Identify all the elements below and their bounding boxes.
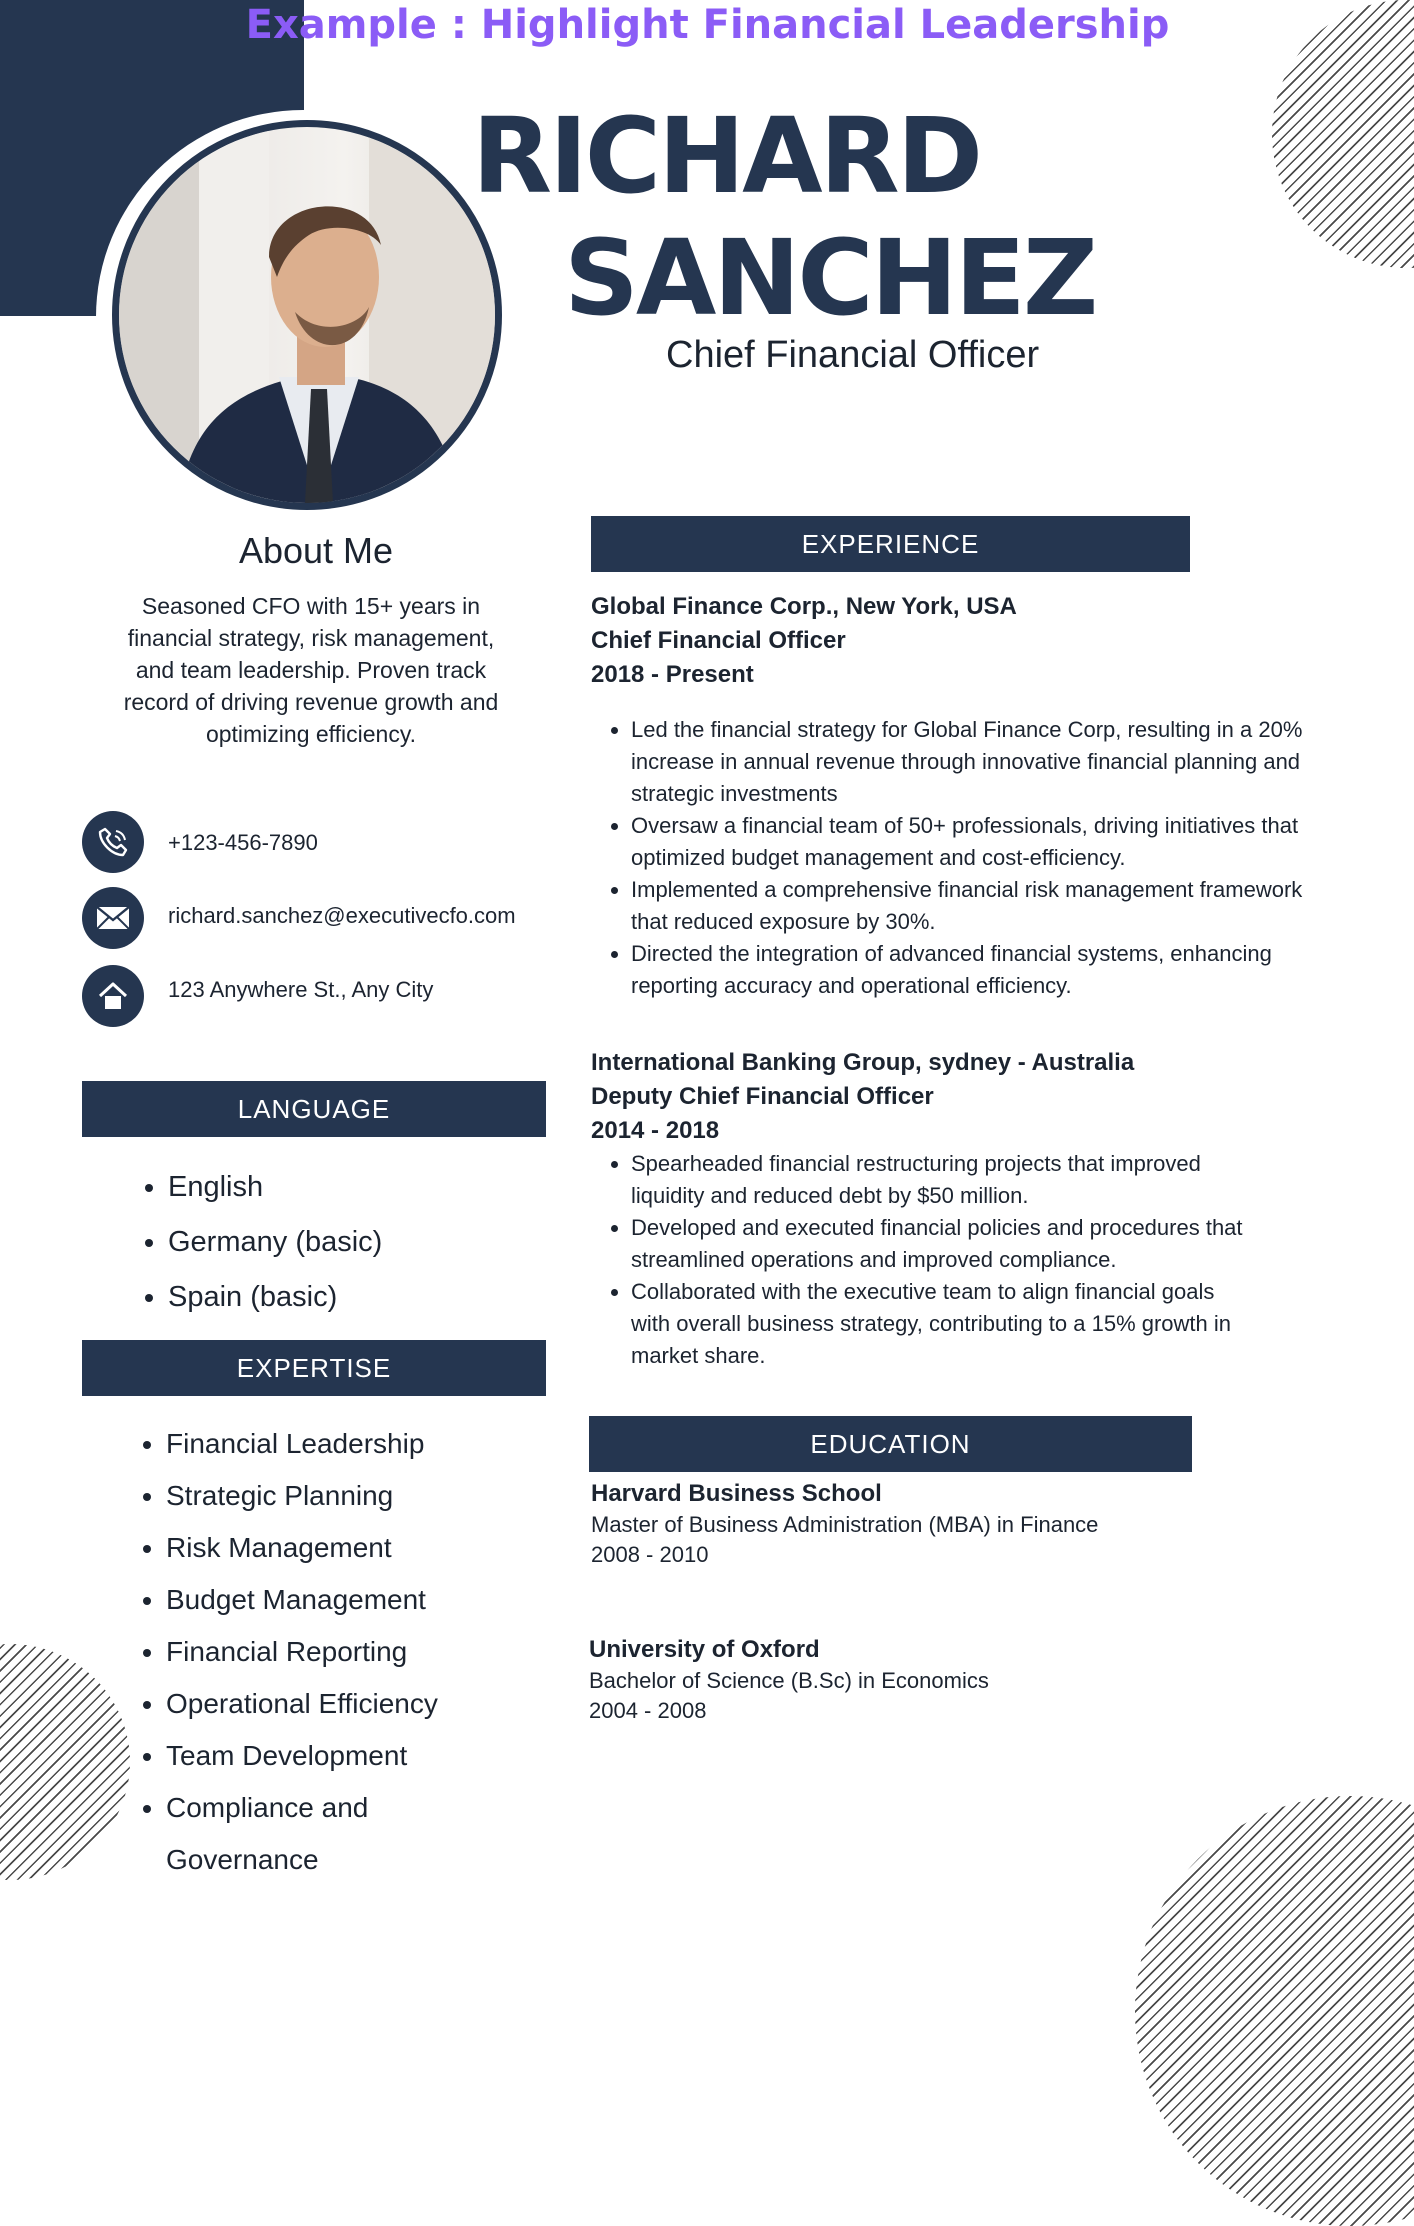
first-name: RICHARD: [472, 95, 981, 217]
expertise-item: • Strategic Planning: [166, 1470, 606, 1522]
language-item: • Spain (basic): [168, 1270, 382, 1325]
job-bullet: • Led the financial strategy for Global Finance Corp, resulting in a 20% increase in annual revenue through innovative financial planning and strategic investments: [631, 714, 1311, 810]
education-entry: [591, 1478, 1311, 1570]
person-illustration: [119, 127, 495, 503]
job-bullets: [591, 714, 1311, 1002]
expertise-list: [136, 1418, 606, 1886]
expertise-item: • Operational Efficiency: [166, 1678, 606, 1730]
profile-photo: [112, 120, 502, 510]
language-item: • English: [168, 1160, 382, 1215]
language-list: [138, 1160, 382, 1325]
expertise-item: • Compliance and Governance: [166, 1782, 446, 1886]
about-heading: About Me: [238, 530, 394, 571]
language-heading: LANGUAGE: [82, 1081, 546, 1137]
expertise-heading: EXPERTISE: [82, 1340, 546, 1396]
expertise-item: • Budget Management: [166, 1574, 606, 1626]
experience-heading: EXPERIENCE: [591, 516, 1190, 572]
home-icon: [82, 965, 144, 1027]
job-1: [591, 590, 1311, 1002]
job-dates: 2018 - Present: [591, 661, 754, 688]
contact-email[interactable]: richard.sanchez@executivecfo.com: [168, 903, 516, 928]
job-company: Global Finance Corp., New York, USA: [591, 593, 1017, 620]
edu-school: University of Oxford: [589, 1636, 820, 1663]
job-bullet: • Directed the integration of advanced financial systems, enhancing reporting accuracy and operational efficiency.: [631, 938, 1311, 1002]
edu-dates: 2008 - 2010: [591, 1542, 709, 1567]
expertise-item: • Financial Reporting: [166, 1626, 606, 1678]
job-2: [591, 1046, 1311, 1372]
edu-school: Harvard Business School: [591, 1480, 882, 1507]
edu-dates: 2004 - 2008: [589, 1698, 707, 1723]
job-title: Chief Financial Officer: [666, 334, 1040, 376]
phone-icon: [82, 811, 144, 873]
job-company: International Banking Group, sydney - Australia: [591, 1049, 1135, 1076]
contact-address: 123 Anywhere St., Any City: [168, 977, 434, 1002]
education-heading: EDUCATION: [589, 1416, 1192, 1472]
job-bullet: • Oversaw a financial team of 50+ professionals, driving initiatives that optimized budget management and cost-efficiency.: [631, 810, 1311, 874]
job-bullets: [591, 1148, 1251, 1372]
language-item: • Germany (basic): [168, 1215, 382, 1270]
contact-phone[interactable]: +123-456-7890: [168, 830, 318, 855]
job-role: Chief Financial Officer: [591, 627, 846, 654]
about-text: Seasoned CFO with 15+ years in financial strategy, risk management, and team leadership. Proven track record of driving revenue growth and optimizing efficiency.: [123, 593, 499, 747]
job-dates: 2014 - 2018: [591, 1117, 720, 1144]
expertise-item: • Risk Management: [166, 1522, 606, 1574]
education-entry: [589, 1634, 1309, 1726]
banner: Example : Highlight Financial Leadership: [245, 2, 1170, 48]
mail-icon: [82, 887, 144, 949]
job-bullet: • Implemented a comprehensive financial risk management framework that reduced exposure by 30%.: [631, 874, 1311, 938]
expertise-item: • Team Development: [166, 1730, 606, 1782]
job-bullet: • Collaborated with the executive team to align financial goals with overall business strategy, contributing to a 15% growth in market share.: [631, 1276, 1251, 1372]
last-name: SANCHEZ: [564, 217, 1096, 339]
edu-degree: Bachelor of Science (B.Sc) in Economics: [589, 1668, 989, 1693]
edu-degree: Master of Business Administration (MBA) in Finance: [591, 1512, 1099, 1537]
hatch-circle-bottom-right: [1135, 1796, 1414, 2226]
hatch-circle-bottom-left: [0, 1644, 130, 1880]
job-bullet: • Developed and executed financial policies and procedures that streamlined operations and improved compliance.: [631, 1212, 1251, 1276]
job-role: Deputy Chief Financial Officer: [591, 1083, 934, 1110]
expertise-item: • Financial Leadership: [166, 1418, 606, 1470]
job-bullet: • Spearheaded financial restructuring projects that improved liquidity and reduced debt by $50 million.: [631, 1148, 1251, 1212]
